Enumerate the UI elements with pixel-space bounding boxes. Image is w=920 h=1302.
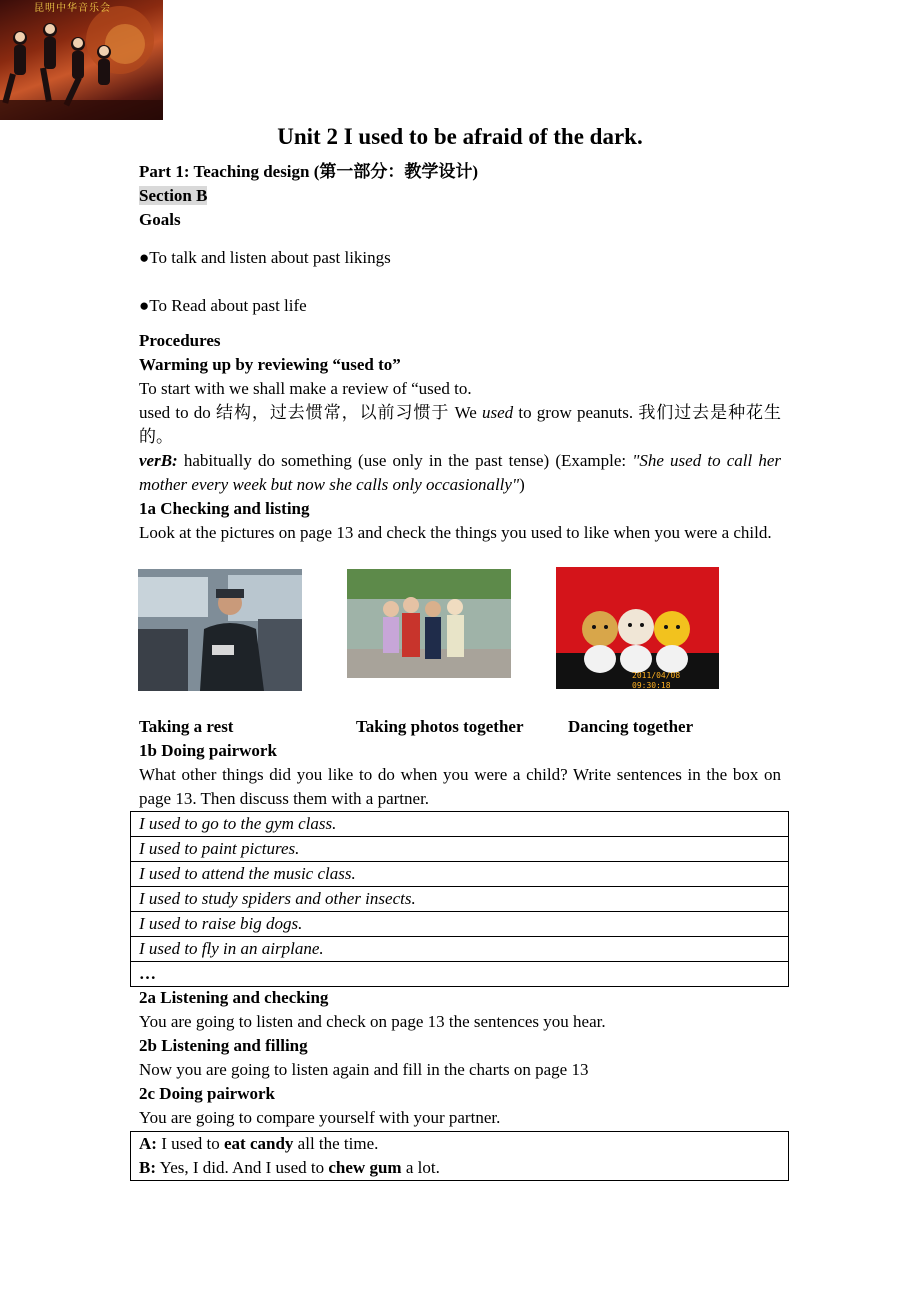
section-label: Section B	[139, 186, 208, 205]
table-cell: I used to fly in an airplane.	[131, 937, 789, 962]
sentences-table	[130, 811, 789, 987]
warmup-line2	[139, 401, 781, 449]
table-row	[131, 937, 789, 962]
section-2b-heading: 2b Listening and filling	[139, 1036, 308, 1055]
warmup-line2-tail: to grow peanuts. 我们过去是种花生的。	[139, 403, 781, 446]
photo-dancing-together	[556, 567, 719, 689]
dialog-box	[130, 1131, 789, 1181]
warmup-line1: To start with we shall make a review of “used to.	[139, 379, 472, 398]
goals-heading: Goals	[139, 210, 181, 229]
section-1a-heading: 1a Checking and listing	[139, 499, 310, 518]
dialog-line-b	[139, 1156, 780, 1180]
bus-photo-art	[138, 569, 302, 691]
part-heading: Part 1: Teaching design (第一部分：教学设计)	[139, 162, 479, 181]
verb-close: )	[519, 475, 525, 494]
section-2c-heading: 2c Doing pairwork	[139, 1084, 275, 1103]
dialog-a-bold: eat candy	[224, 1134, 294, 1153]
procedures-block	[139, 329, 781, 545]
table-cell: I used to raise big dogs.	[131, 912, 789, 937]
photo-timestamp: 2011/04/08 09:30:18	[632, 671, 681, 689]
section-1b-block	[139, 739, 781, 811]
dialog-b-bold: chew gum	[328, 1158, 402, 1177]
speaker-b-label: B:	[139, 1158, 156, 1177]
section-2b-text: Now you are going to listen again and fill in the charts on page 13	[139, 1060, 589, 1079]
table-row	[131, 962, 789, 987]
header-photo-caption: 昆明中华音乐会	[34, 3, 111, 14]
goal-item: ●To Read about past life	[139, 296, 307, 315]
table-cell: I used to go to the gym class.	[131, 812, 789, 837]
group-photo-art	[347, 569, 511, 678]
photo-taking-a-rest	[138, 569, 302, 691]
procedures-heading: Procedures	[139, 331, 221, 350]
table-row	[131, 862, 789, 887]
photo-taking-photos-together	[347, 569, 511, 678]
table-row	[131, 887, 789, 912]
listening-block	[139, 986, 781, 1130]
document-title: Unit 2 I used to be afraid of the dark.	[277, 124, 643, 149]
verb-label: verB:	[139, 451, 178, 470]
intro-block	[139, 160, 781, 232]
section-1a-text: Look at the pictures on page 13 and check the things you used to like when you were a child.	[139, 523, 772, 542]
table-cell: I used to study spiders and other insects.	[131, 887, 789, 912]
header-photo	[0, 0, 163, 120]
section-2a-heading: 2a Listening and checking	[139, 988, 329, 1007]
table-cell: I used to paint pictures.	[131, 837, 789, 862]
table-cell: …	[131, 962, 789, 987]
speaker-a-label: A:	[139, 1134, 157, 1153]
table-row	[131, 837, 789, 862]
warmup-line2-emphasis: used	[482, 403, 514, 422]
dialog-line-a	[139, 1132, 780, 1156]
dialog-a-text: I used to	[156, 1134, 224, 1153]
dialog-b-tail: a lot.	[401, 1158, 440, 1177]
verb-def-text: habitually do something (use only in the past tense) (Example:	[177, 451, 633, 470]
table-cell: I used to attend the music class.	[131, 862, 789, 887]
goal-item: ●To talk and listen about past likings	[139, 248, 391, 267]
dialog-b-text: Yes, I did. And I used to	[156, 1158, 329, 1177]
caption-taking-photos: Taking photos together	[356, 717, 524, 736]
caption-taking-a-rest: Taking a rest	[139, 717, 234, 736]
table-row	[131, 912, 789, 937]
dancers-photo-art	[0, 0, 163, 120]
table-row	[131, 812, 789, 837]
section-2c-text: You are going to compare yourself with your partner.	[139, 1108, 501, 1127]
warmup-line2-text: used to do 结构，过去惯常，以前习惯于 We	[139, 403, 482, 422]
verb-example: "She used to call her mother every week but now she calls only occasionally"	[139, 451, 781, 494]
section-1b-text: What other things did you like to do when you were a child? Write sentences in the box on page 13. Then discuss them with a partner.	[139, 765, 781, 808]
section-1b-heading: 1b Doing pairwork	[139, 741, 277, 760]
dialog-a-tail: all the time.	[293, 1134, 379, 1153]
verb-definition	[139, 449, 781, 497]
caption-dancing: Dancing together	[568, 717, 694, 736]
warmup-heading: Warming up by reviewing “used to”	[139, 355, 401, 374]
section-2a-text: You are going to listen and check on page 13 the sentences you hear.	[139, 1012, 606, 1031]
